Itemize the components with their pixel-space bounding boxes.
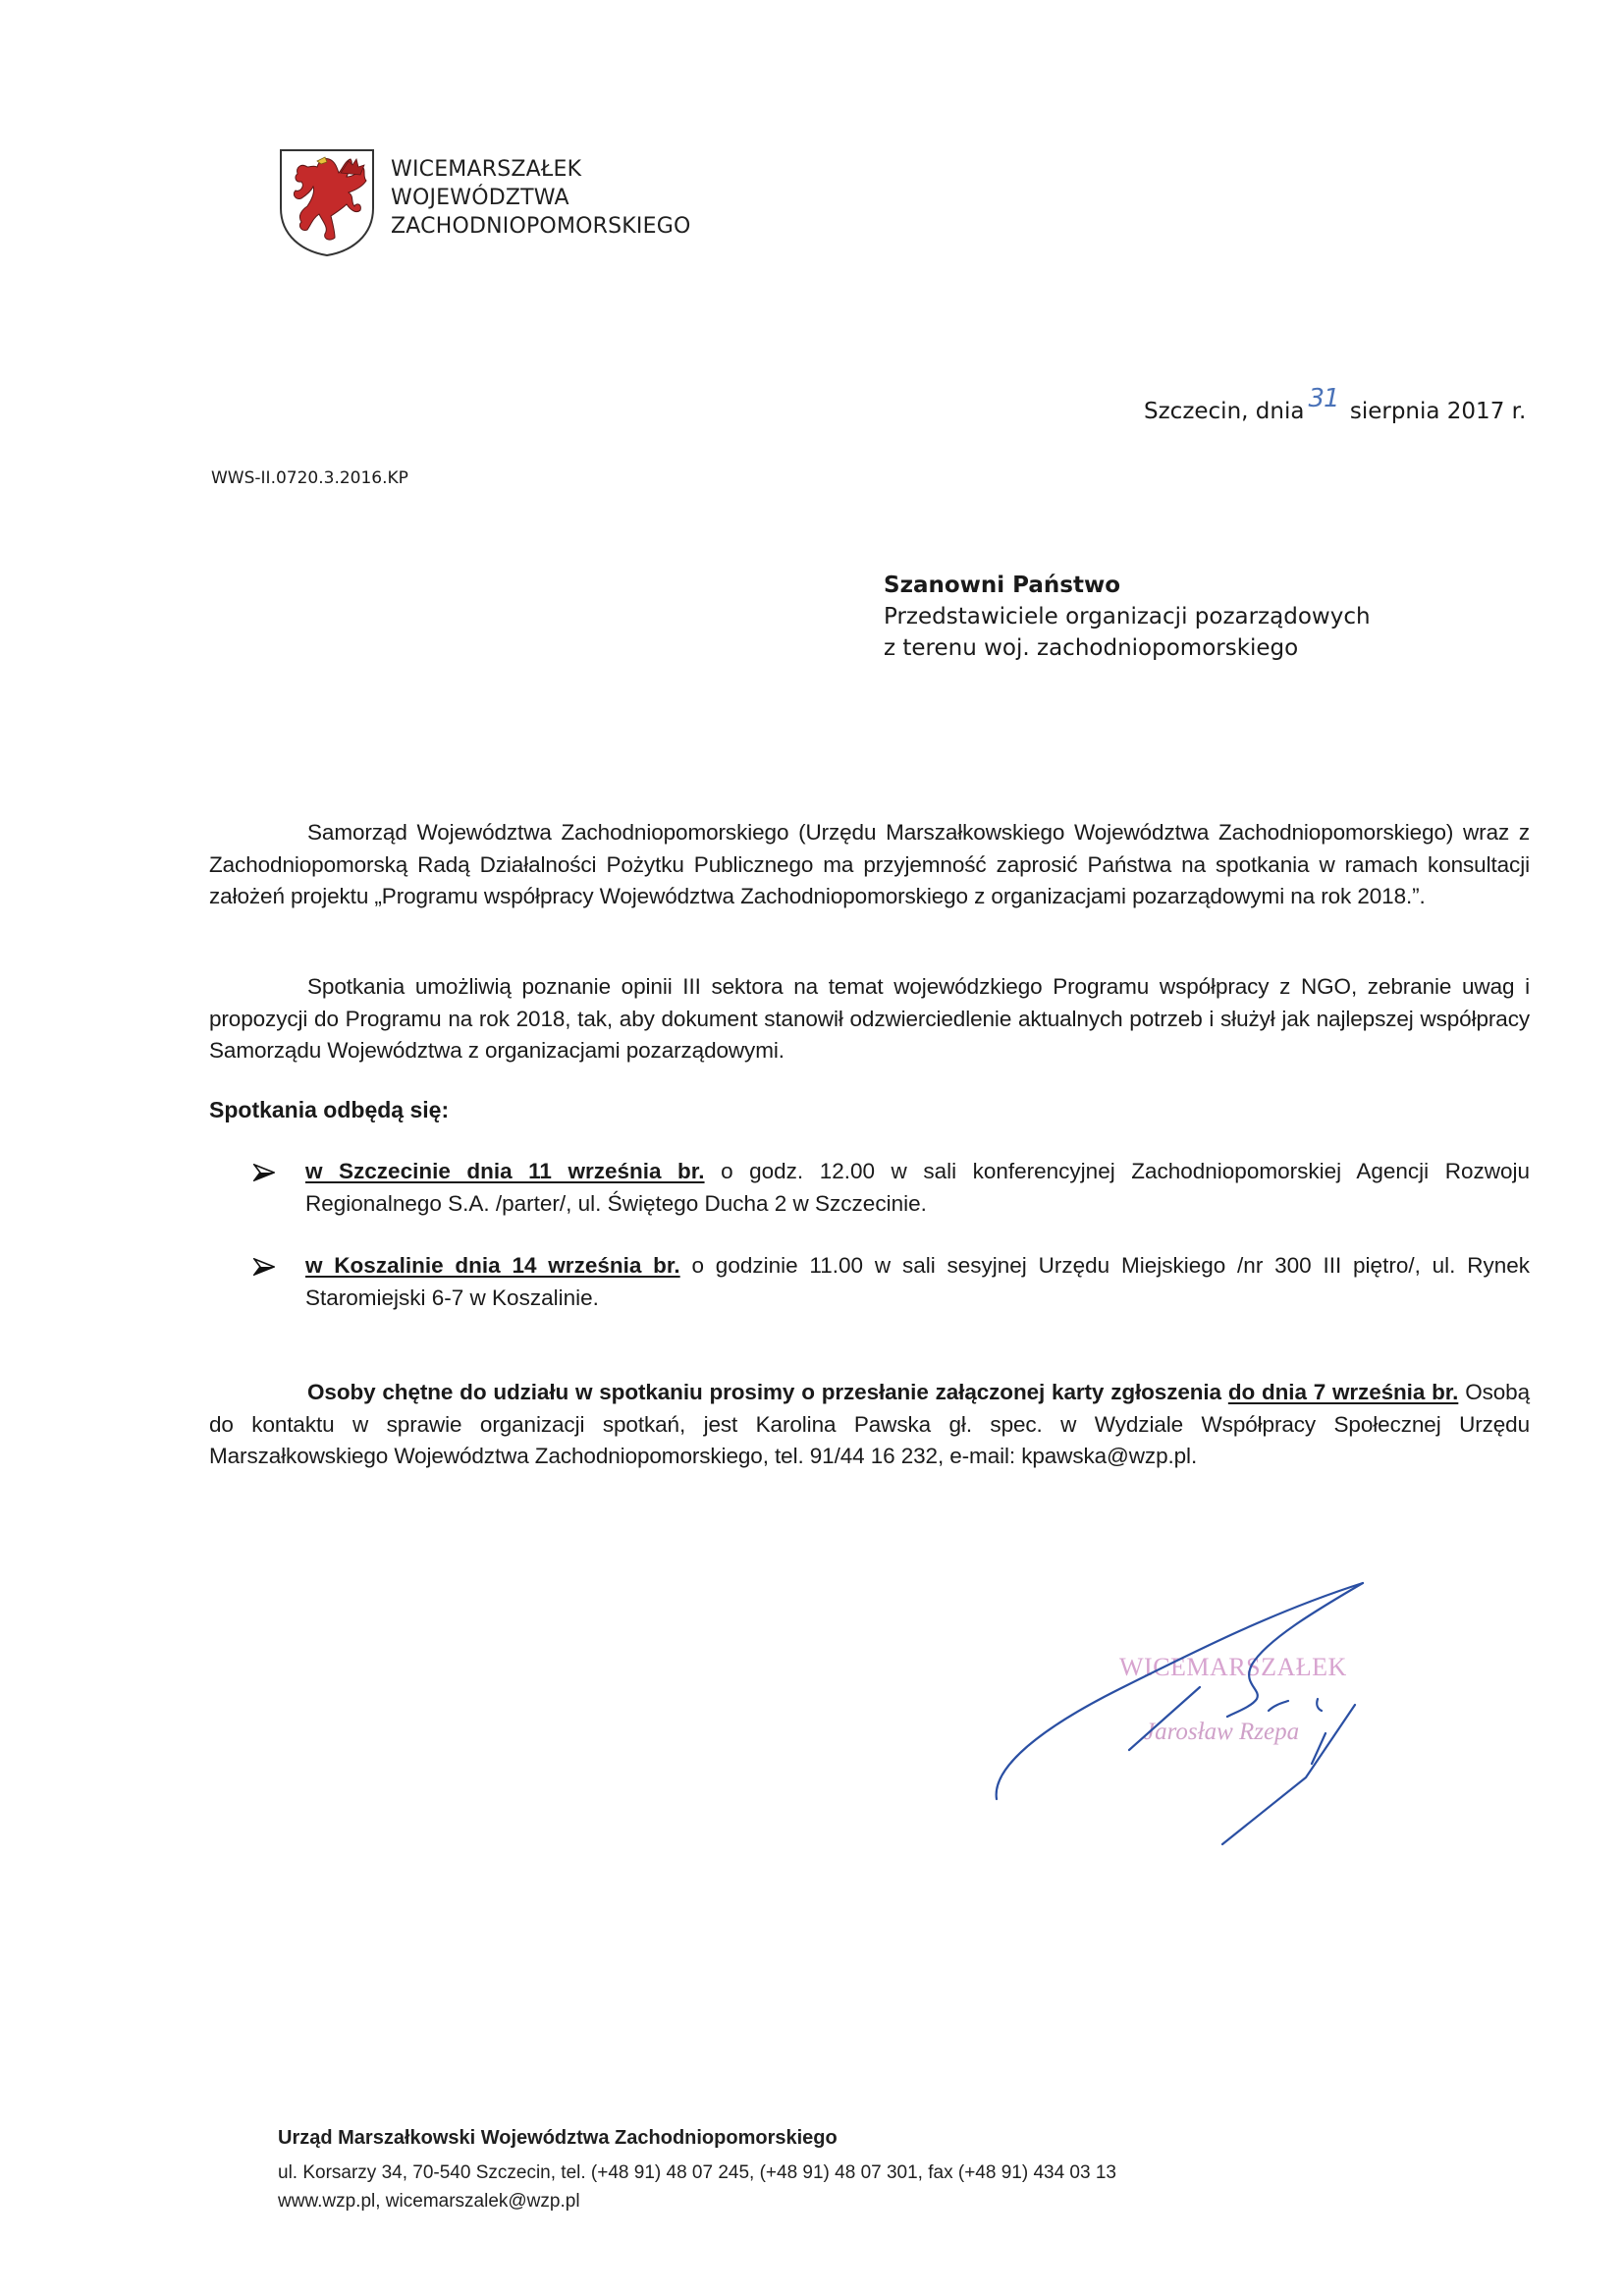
stamp-title: WICEMARSZAŁEK <box>1119 1653 1347 1681</box>
footer-address: ul. Korsarzy 34, 70-540 Szczecin, tel. (+48 91) 48 07 245, (+48 91) 48 07 301, fax (+48 91) 434 03 13 <box>278 2162 1116 2183</box>
addressee-line: Przedstawiciele organizacji pozarządowych <box>884 604 1371 629</box>
header-line: WICEMARSZAŁEK <box>391 157 582 182</box>
meeting-item-koszalin <box>253 1250 1530 1314</box>
arrow-bullet-icon <box>253 1250 277 1276</box>
date-prefix: Szczecin, dnia <box>1144 399 1305 424</box>
meeting-highlight: w Szczecinie dnia 11 września br. <box>305 1159 705 1183</box>
header-line: ZACHODNIOPOMORSKIEGO <box>391 214 691 239</box>
meetings-heading: Spotkania odbędą się: <box>209 1097 450 1122</box>
footer-institution: Urząd Marszałkowski Województwa Zachodniopomorskiego <box>278 2127 838 2149</box>
paragraph-registration <box>209 1377 1530 1473</box>
meeting-details: o godzinie 11.00 w sali sesyjnej Urzędu Miejskiego /nr 300 III piętro/, ul. Rynek Staromiejski 6-7 w Koszalinie. <box>305 1253 1530 1310</box>
meeting-details: o godz. 12.00 w sali konferencyjnej Zachodniopomorskiej Agencji Rozwoju Regionalnego S.A. /parter/, ul. Świętego Ducha 2 w Szczecinie. <box>305 1159 1530 1216</box>
salutation: Szanowni Państwo <box>884 573 1121 598</box>
registration-request: Osoby chętne do udziału w spotkaniu prosimy o przesłanie załączonej karty zgłoszenia <box>307 1380 1228 1404</box>
letter-date <box>1144 384 1527 425</box>
stamp-name: Jarosław Rzepa <box>1144 1719 1300 1745</box>
date-day-handwritten: 31 <box>1308 384 1339 413</box>
meeting-highlight: w Koszalinie dnia 14 września br. <box>305 1253 680 1278</box>
arrow-bullet-icon <box>253 1156 277 1181</box>
paragraph-invitation: Samorząd Województwa Zachodniopomorskiego (Urzędu Marszałkowskiego Województwa Zachodniopomorskiego) wraz z Zachodniopomorską Radą Działalności Pożytku Publicznego ma przyjemność zaprosić Państwa na spotkania w ramach konsultacji założeń projektu „Programu współpracy Województwa Zachodniopomorskiego z organizacjami pozarządowymi na rok 2018.”. <box>209 820 1530 908</box>
date-suffix: sierpnia 2017 r. <box>1349 399 1527 424</box>
registration-deadline: do dnia 7 września br. <box>1227 1380 1459 1404</box>
addressee-line: z terenu woj. zachodniopomorskiego <box>884 635 1299 661</box>
handwritten-signature-icon <box>982 1571 1434 1866</box>
meeting-item-szczecin <box>253 1156 1530 1220</box>
contact-details: Osobą do kontaktu w sprawie organizacji spotkań, jest Karolina Pawska gł. spec. w Wydziale Współpracy Społecznej Urzędu Marszałkowskiego Województwa Zachodniopomorskiego, tel. 91/44 16 232, e-mail: kpawska@wzp.pl. <box>209 1380 1530 1468</box>
paragraph-purpose: Spotkania umożliwią poznanie opinii III sektora na temat wojewódzkiego Programu współpracy z NGO, zebranie uwag i propozycji do Programu na rok 2018, tak, aby dokument stanowił odzwierciedlenie aktualnych potrzeb i służył jak najlepszej współpracy Samorządu Województwa z organizacjami pozarządowymi. <box>209 974 1530 1063</box>
addressee-block <box>884 570 1371 664</box>
footer-web-contact: www.wzp.pl, wicemarszalek@wzp.pl <box>278 2191 580 2212</box>
reference-number: WWS-II.0720.3.2016.KP <box>211 468 408 488</box>
griffin-crest-icon <box>278 147 376 257</box>
issuer-header <box>391 155 690 241</box>
header-line: WOJEWÓDZTWA <box>391 186 569 210</box>
